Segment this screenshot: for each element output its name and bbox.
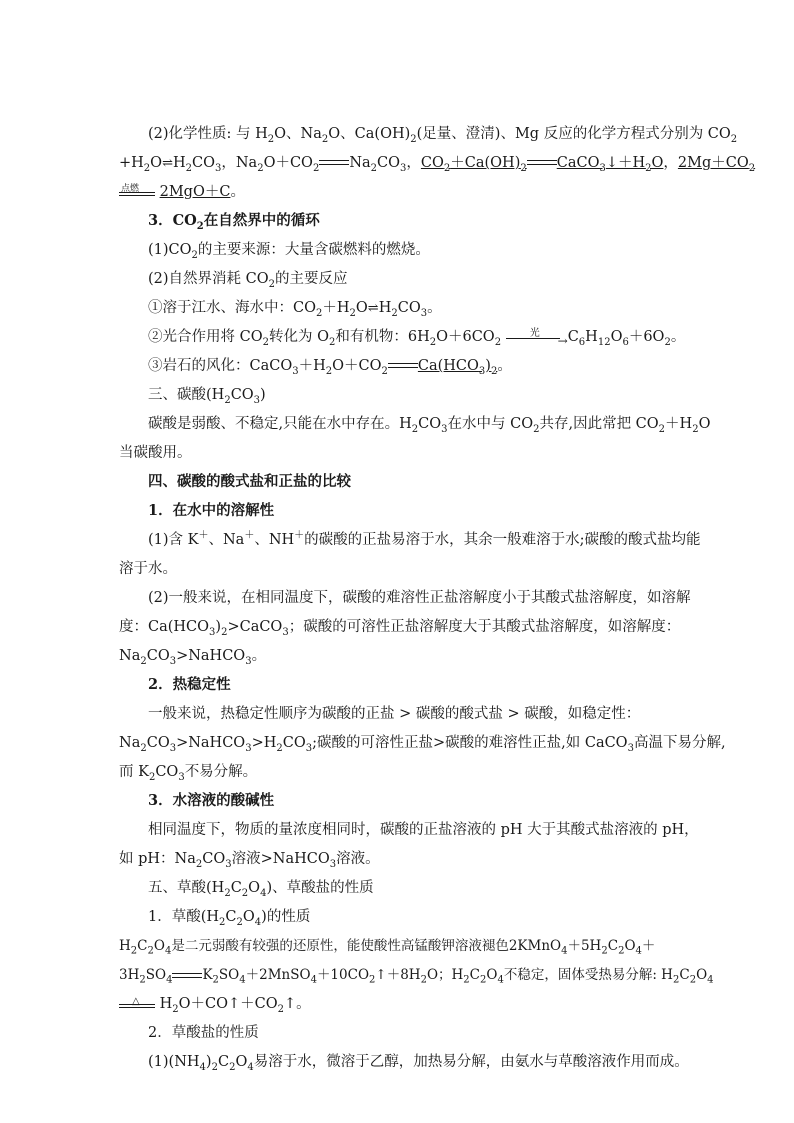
text: ＋H: [298, 358, 326, 374]
subscript: 2: [219, 916, 226, 928]
subscript: 2: [533, 423, 540, 435]
text: C: [225, 909, 237, 925]
subscript: 2: [658, 423, 666, 435]
text: ③岩石的风化：CaCO: [148, 358, 293, 374]
subscript: 2: [601, 945, 608, 957]
subscript: 2: [277, 1003, 285, 1015]
text: CaCO: [556, 155, 600, 171]
text: 。: [251, 648, 267, 664]
text: 的主要来源：大量含碳燃料的燃烧。: [197, 242, 430, 258]
subscript: 3: [245, 655, 252, 667]
subscript: 3: [599, 162, 606, 174]
subscript: 3: [209, 626, 216, 638]
text: ；碳酸的可溶性正盐溶解度大于其酸式盐溶解度，如溶解度：: [288, 619, 681, 635]
text: 溶液。: [336, 851, 380, 867]
text: O: [235, 1054, 248, 1070]
text: 1．草酸(H: [148, 909, 220, 925]
text: CO: [202, 851, 226, 867]
text: O: [610, 329, 623, 345]
text: >CaCO: [227, 619, 283, 635]
subscript: 2: [241, 887, 249, 899]
text: )的性质: [261, 909, 311, 925]
subscript: 4: [707, 974, 714, 986]
text: H: [159, 996, 173, 1012]
subscript: 2: [139, 974, 146, 986]
text-line: [119, 617, 681, 638]
text-line: [148, 327, 686, 348]
text: H: [172, 155, 186, 171]
text: 。: [670, 329, 686, 345]
subscript: 2: [257, 162, 264, 174]
text: 相同温度下，物质的量浓度相同时，碳酸的正盐溶液的 pH 大于其酸式盐溶液的 pH，: [148, 822, 699, 838]
text: CO: [192, 155, 215, 171]
subscript: 2: [312, 162, 320, 174]
text: (1)含 K: [148, 532, 199, 548]
text: 在自然界中的循环: [203, 212, 320, 229]
text: ): [260, 387, 266, 403]
text: 而 K: [119, 764, 149, 780]
text: ，Na: [221, 155, 258, 171]
text: ＋10CO: [316, 967, 370, 983]
text: 五、草酸(H: [148, 880, 225, 896]
text: 溶于水。: [119, 561, 177, 577]
text: (1)(NH: [148, 1054, 200, 1070]
text: CO: [155, 764, 179, 780]
heat-condition-icon: [119, 996, 155, 1012]
text: 三、碳酸(H: [148, 387, 225, 403]
text: 、Na: [208, 532, 245, 548]
text: 。: [427, 300, 442, 316]
subscript: 2: [672, 974, 680, 986]
text: K: [202, 967, 213, 983]
section-heading: [148, 878, 676, 898]
text-line: [148, 298, 676, 319]
text: 的碳酸的正盐易溶于水，其余一般难溶于水;碳酸的酸式盐均能: [304, 532, 701, 548]
subscript: 3: [292, 365, 299, 377]
text: ，: [663, 155, 678, 171]
subscript: 2: [463, 974, 470, 986]
condition-label: 点燃: [121, 184, 140, 194]
text: 3H: [119, 967, 140, 983]
text: O＋CO: [263, 155, 313, 171]
text-line: [148, 240, 676, 260]
text: Ca(HCO: [417, 358, 479, 374]
text: H: [585, 329, 598, 345]
text: C: [230, 880, 242, 896]
text: O: [242, 909, 255, 925]
subscript: 3: [305, 742, 313, 754]
subscript: 2: [664, 336, 671, 348]
text: C: [607, 938, 619, 954]
subscript: 2: [730, 133, 738, 145]
text: O＋6CO: [436, 329, 495, 345]
subscript: 2: [185, 162, 192, 174]
subscript: 2: [172, 1003, 179, 1015]
text: CO: [397, 300, 421, 316]
text-line: [119, 646, 676, 666]
text: O: [486, 967, 498, 983]
text: ＋5H: [567, 938, 602, 954]
subscript: 2: [494, 336, 502, 348]
text: ＋H: [322, 300, 350, 316]
subscript: 6: [622, 336, 629, 348]
text: ＋2MnSO: [245, 967, 311, 983]
text: 3．CO: [148, 212, 197, 229]
superscript: ＋: [294, 530, 305, 542]
text: ②光合作用将 CO: [148, 329, 263, 345]
subscript: 2: [148, 771, 156, 783]
superscript: ＋: [244, 530, 255, 542]
text: 不稳定，固体受热易分解: H: [503, 967, 673, 983]
subscript: 4: [635, 945, 642, 957]
subscript: 2: [140, 742, 147, 754]
text: Na: [119, 648, 141, 664]
text: 一般来说，热稳定性顺序为碳酸的正盐 > 碳酸的酸式盐 > 碳酸，如稳定性：: [148, 706, 641, 722]
text: 易溶于水，微溶于乙醇，加热易分解，由氨水与草酸溶液作用而成。: [253, 1054, 689, 1070]
text: O: [651, 155, 664, 171]
subscript: 2: [391, 307, 398, 319]
text: ＋6O: [628, 329, 665, 345]
subscript: 2: [224, 394, 231, 406]
subscript: 2: [191, 249, 198, 261]
text: 不易分解。: [184, 764, 258, 780]
light-arrow-icon: 光 →: [506, 330, 568, 344]
text: C: [217, 1054, 230, 1070]
text: (2)化学性质: 与 H: [148, 126, 268, 142]
subscript: 12: [597, 336, 611, 348]
subscript: 4: [497, 974, 504, 986]
condition-label: △: [132, 996, 140, 1007]
text: O＋CO↑＋CO: [178, 996, 278, 1012]
text: CO: [230, 387, 254, 403]
text: 当碳酸用。: [119, 445, 192, 461]
subscript: 2: [410, 133, 417, 145]
text: O: [696, 967, 708, 983]
subscript: 2: [276, 742, 283, 754]
subscript: 3: [214, 162, 222, 174]
text: 溶液>NaHCO: [231, 851, 330, 867]
text-line: [119, 994, 676, 1014]
text: 。: [497, 358, 512, 374]
subscript: 3: [245, 742, 252, 754]
text: ;碳酸的可溶性正盐>碳酸的难溶性正盐,如 CaCO: [312, 735, 628, 751]
subsection-heading: [148, 907, 676, 927]
text: CO: [418, 416, 442, 432]
text-line: [119, 182, 676, 202]
text: C: [679, 967, 690, 983]
equals-sign-icon: [527, 158, 557, 168]
text: >NaHCO: [176, 648, 246, 664]
text: CO: [377, 155, 401, 171]
subscript: 2: [211, 1061, 218, 1073]
underlined-equation: [677, 155, 756, 174]
subscript: 2: [147, 945, 154, 957]
underlined-product: 2MgO＋C: [159, 184, 231, 200]
subscript: 2: [369, 974, 376, 986]
underlined-equation: [420, 155, 664, 174]
subscript: 2: [262, 336, 269, 348]
section-heading: 四、碳酸的酸式盐和正盐的比较: [148, 473, 351, 490]
equals-sign-icon: [388, 361, 418, 371]
text: >H: [251, 735, 277, 751]
text: (1)CO: [148, 242, 192, 258]
text: ): [215, 619, 222, 635]
subscript: 2: [325, 365, 333, 377]
subscript: 2: [748, 162, 756, 174]
subscript: 4: [164, 945, 172, 957]
text: O: [355, 300, 368, 316]
subsection-heading: 1．在水中的溶解性: [148, 502, 275, 519]
text: O＋CO: [332, 358, 382, 374]
subscript: 3: [169, 742, 177, 754]
reversible-arrow-icon: ⇌: [162, 156, 173, 171]
subscript: 2: [267, 133, 275, 145]
text-line: [119, 762, 676, 782]
subscript: 4: [166, 974, 173, 986]
subscript: 3: [178, 771, 185, 783]
subscript: 2: [229, 1061, 236, 1073]
condition-label: 光: [529, 328, 540, 339]
text: 2Mg＋CO: [677, 155, 749, 171]
subsection-heading: 2．热稳定性: [148, 676, 231, 693]
text: 如 pH：Na: [119, 851, 196, 867]
text: )、草酸盐的性质: [266, 880, 374, 896]
text-line: [119, 936, 676, 956]
text: 碳酸是弱酸、不稳定,只能在水中存在。H: [148, 416, 412, 432]
subscript: 2: [411, 423, 419, 435]
text: 度：Ca(HCO: [119, 619, 210, 635]
subscript: 2: [381, 365, 388, 377]
subscript: 2: [420, 974, 427, 986]
text: O: [624, 938, 636, 954]
subscript: 2: [443, 162, 451, 174]
text: 转化为 O: [268, 329, 329, 345]
text: Na: [349, 155, 371, 171]
text: 的主要反应: [275, 271, 348, 287]
text: 、NH: [254, 532, 295, 548]
subscript: 4: [239, 974, 246, 986]
text: ＋Ca(OH): [450, 155, 521, 171]
text: CO: [420, 155, 444, 171]
text: 。: [230, 184, 245, 200]
text: 共存,因此常把 CO: [539, 416, 659, 432]
text: SO: [145, 967, 167, 983]
subscript: 3: [253, 394, 261, 406]
superscript: ＋: [198, 530, 209, 542]
text: ①溶于江水、海水中：CO: [148, 300, 316, 316]
subscript: 6: [578, 336, 586, 348]
subscript: 3: [225, 858, 232, 870]
ignition-condition-icon: [119, 183, 155, 201]
subscript: 2: [520, 162, 527, 174]
equals-sign-icon: [172, 971, 202, 981]
subscript: 2: [195, 858, 203, 870]
text: 和有机物：6H: [335, 329, 430, 345]
subscript: 3: [329, 858, 337, 870]
subscript: 2: [321, 133, 329, 145]
text: >NaHCO: [176, 735, 246, 751]
text-line: [148, 588, 691, 608]
subscript: 2: [349, 307, 356, 319]
text-line: [148, 356, 676, 376]
subscript: 2: [429, 336, 437, 348]
text: 是二元弱酸有较强的还原性，能使酸性高锰酸钾溶液褪色2KMnO: [171, 938, 562, 954]
text: C: [137, 938, 148, 954]
subscript: 2: [618, 945, 625, 957]
text-line: [148, 704, 676, 724]
text: ＋: [641, 938, 656, 954]
subscript: 4: [561, 945, 568, 957]
subscript: 2: [196, 220, 204, 232]
subscript: 2: [221, 626, 228, 638]
text-line: [119, 559, 676, 579]
equals-sign-icon: [319, 158, 349, 168]
text-line: [119, 849, 676, 869]
text: Na: [119, 735, 141, 751]
subscript: 2: [268, 278, 276, 290]
text: ，: [406, 155, 421, 171]
text: CO: [282, 735, 306, 751]
text: CO: [146, 735, 170, 751]
subscript: 2: [328, 336, 336, 348]
text-line: [119, 153, 756, 174]
subscript: 4: [260, 887, 267, 899]
subscript: 3: [627, 742, 634, 754]
subscript: 2: [490, 365, 498, 377]
subscript: 2: [645, 162, 652, 174]
text-line: [119, 443, 676, 463]
text: C: [567, 329, 579, 345]
text: SO: [218, 967, 240, 983]
subscript: 4: [310, 974, 317, 986]
text-line: [148, 124, 738, 145]
text: C: [469, 967, 481, 983]
text: (2)自然界消耗 CO: [148, 271, 269, 287]
text: ): [485, 358, 491, 374]
subscript: 2: [140, 655, 147, 667]
subscript: 2: [689, 974, 697, 986]
text: O、Na: [274, 126, 322, 142]
subscript: 2: [212, 974, 219, 986]
text-line: [148, 269, 676, 289]
text: ↑。: [284, 996, 311, 1012]
subscript: 3: [169, 655, 177, 667]
text-line: [148, 1052, 689, 1073]
text-line: [148, 414, 711, 435]
reversible-arrow-icon: ⇌: [367, 301, 379, 316]
text: O: [698, 416, 711, 432]
subscript: 3: [400, 162, 407, 174]
text: ↓＋H: [605, 155, 646, 171]
subscript: 2: [143, 162, 151, 174]
subscript: 2: [480, 974, 487, 986]
text: CO: [146, 648, 170, 664]
text: 在水中与 CO: [447, 416, 534, 432]
subscript: 3: [282, 626, 289, 638]
text: ↑＋8H: [375, 967, 421, 983]
subscript: 2: [370, 162, 378, 174]
text: H: [119, 938, 131, 954]
subscript: 2: [692, 423, 699, 435]
text: O: [153, 938, 165, 954]
text: O；H: [426, 967, 464, 983]
subscript: 2: [224, 887, 231, 899]
text: ＋H: [665, 416, 693, 432]
subscript: 2: [236, 916, 243, 928]
text: ): [205, 1054, 212, 1070]
text: (足量、澄清)、Mg 反应的化学方程式分别为 CO: [416, 126, 731, 142]
subsection-heading: 3．水溶液的酸碱性: [148, 792, 275, 809]
text-line: [148, 820, 699, 840]
text: (2)一般来说，在相同温度下，碳酸的难溶性正盐溶解度小于其酸式盐溶解度，如溶解: [148, 590, 691, 606]
text: O: [248, 880, 261, 896]
subscript: 4: [247, 1061, 254, 1073]
text: O、Ca(OH): [328, 126, 411, 142]
text: 高温下易分解,: [633, 735, 726, 751]
text: O: [150, 155, 163, 171]
text: +H: [119, 155, 144, 171]
subsection-heading: 2．草酸盐的性质: [148, 1025, 259, 1041]
text-line: [148, 530, 701, 550]
subscript: 4: [199, 1061, 206, 1073]
text-line: [119, 733, 726, 754]
text-line: [119, 965, 714, 986]
underlined-product: [417, 358, 498, 377]
text: H: [378, 300, 392, 316]
section-heading: [148, 211, 676, 231]
subscript: 2: [130, 945, 138, 957]
subscript: 3: [478, 365, 486, 377]
section-heading: [148, 385, 676, 405]
subscript: 2: [315, 307, 323, 319]
subscript: 3: [441, 423, 448, 435]
subscript: 4: [254, 916, 262, 928]
subscript: 3: [420, 307, 428, 319]
